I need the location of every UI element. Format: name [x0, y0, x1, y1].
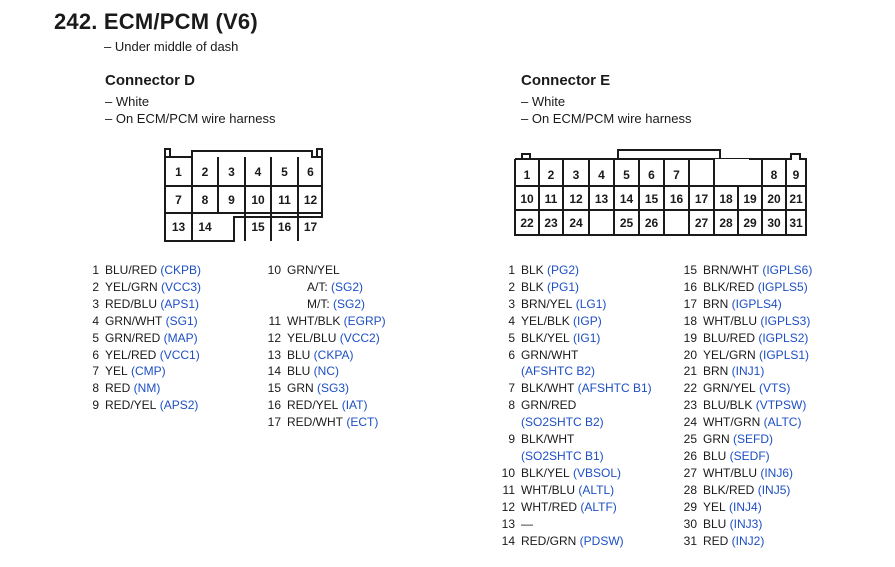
wire-color: WHT/RED	[521, 499, 577, 514]
signal-name: (VCC3)	[157, 279, 202, 294]
signal-name: (SG1)	[162, 313, 198, 328]
connector-e-pin-12: 12	[569, 192, 583, 206]
connector-e-pin-13: 13	[594, 192, 609, 206]
wire-color: YEL	[703, 499, 726, 514]
pin-row	[680, 313, 812, 330]
wire-color: BLU	[703, 448, 727, 463]
signal-name: (PG1)	[543, 279, 580, 294]
signal-name: (VCC1)	[156, 347, 200, 362]
signal-name: (AFSHTC B1)	[574, 381, 652, 396]
connector-e-pin-28: 28	[719, 216, 733, 230]
connector-e-pin-26: 26	[644, 216, 659, 230]
wire-color: GRN/WHT	[521, 347, 579, 362]
pin-number: 20	[683, 347, 697, 362]
wire-color: GRN/YEL	[287, 263, 340, 277]
wire-color: RED	[703, 533, 729, 548]
pin-row	[264, 330, 386, 347]
pin-row	[264, 279, 386, 296]
pin-number: 23	[683, 398, 697, 413]
signal-name: (ALTC)	[760, 415, 802, 430]
pin-number: 1	[508, 263, 515, 277]
pin-row	[498, 499, 652, 516]
signal-name: (INJ3)	[726, 516, 763, 531]
pin-row	[680, 296, 812, 313]
wire-color: YEL/BLU	[287, 330, 337, 345]
pin-row	[82, 296, 201, 313]
signal-name: (IGPLS6)	[759, 263, 813, 277]
wire-color: BLK	[521, 263, 544, 277]
pin-row	[82, 262, 201, 279]
pin-number: 22	[683, 381, 697, 396]
wire-color: BRN/YEL	[521, 296, 573, 311]
connector-e-pin-27: 27	[694, 216, 709, 230]
wire-color: RED/GRN	[521, 533, 577, 548]
connector-e-pin-1: 1	[523, 168, 531, 182]
connector-d-pin-7: 7	[175, 193, 182, 207]
pin-row	[498, 313, 652, 330]
signal-name: (SO2SHTC B1)	[521, 448, 604, 463]
signal-name: (VCC2)	[336, 330, 380, 345]
wire-color: A/T:	[307, 279, 328, 294]
pin-number: 5	[508, 330, 515, 345]
connector-e-pin-9: 9	[792, 168, 800, 182]
pin-row	[264, 347, 386, 364]
signal-name: (LG1)	[572, 296, 607, 311]
connector-e-diagram	[505, 140, 825, 250]
wire-color: YEL/BLK	[521, 313, 570, 328]
wire-color: BLK/YEL	[521, 465, 570, 480]
connector-d-pin-1: 1	[175, 165, 182, 179]
wire-color: BLU	[703, 516, 727, 531]
connector-e-pin-3: 3	[572, 168, 580, 182]
pin-row	[680, 499, 812, 516]
connector-e-color-note: – White	[521, 94, 566, 109]
pin-number: 25	[683, 432, 697, 447]
connector-e-pin-10: 10	[520, 192, 534, 206]
signal-name: (IGPLS4)	[728, 296, 782, 311]
connector-e-pin-6: 6	[648, 168, 655, 182]
pin-number: 16	[683, 279, 697, 294]
pin-row	[264, 380, 386, 397]
connector-e-pin-31: 31	[789, 216, 803, 230]
wire-color: GRN/RED	[105, 330, 161, 345]
pin-row	[264, 262, 386, 279]
signal-name: (ECT)	[343, 415, 379, 430]
connector-e-pin-5: 5	[623, 168, 630, 182]
pin-row	[82, 347, 201, 364]
wire-color: BLK/RED	[703, 279, 755, 294]
signal-name: (IG1)	[569, 330, 601, 345]
pin-row	[680, 397, 812, 414]
pin-number: 7	[92, 364, 99, 379]
component-location: – Under middle of dash	[104, 39, 239, 54]
pin-row	[498, 347, 652, 364]
pin-row	[680, 380, 812, 397]
signal-name: (INJ5)	[754, 482, 791, 497]
connector-e-pin-8: 8	[770, 168, 778, 182]
connector-e-pin-4: 4	[598, 168, 605, 182]
signal-name: (ALTF)	[577, 499, 617, 514]
pin-row	[498, 482, 652, 499]
pin-row	[498, 533, 652, 550]
connector-e-pin-30: 30	[767, 216, 781, 230]
connector-e-title: Connector E	[521, 72, 611, 89]
connector-d-pin-10: 10	[251, 193, 265, 207]
signal-name: (CKPB)	[157, 263, 202, 277]
pin-number: 15	[267, 381, 281, 396]
signal-name: (SEFD)	[729, 432, 774, 447]
signal-name: (VTS)	[755, 381, 791, 396]
pin-number: 10	[501, 465, 515, 480]
wire-color: BLU	[287, 347, 311, 362]
connector-d-pin-8: 8	[201, 193, 209, 207]
signal-name: (NM)	[130, 381, 161, 396]
pin-number: 18	[683, 313, 697, 328]
connector-d-pin-2: 2	[201, 165, 209, 179]
connector-e-pin-22: 22	[520, 216, 534, 230]
pin-row	[82, 279, 201, 296]
pin-number: 6	[508, 347, 515, 362]
pin-number: 6	[92, 347, 99, 362]
pin-row	[498, 330, 652, 347]
signal-name: (APS1)	[157, 296, 200, 311]
pin-number: 4	[508, 313, 515, 328]
wire-color: BLK/WHT	[521, 432, 575, 447]
pin-number: 4	[92, 313, 99, 328]
pin-number: 27	[683, 465, 697, 480]
pin-number: 21	[683, 364, 697, 379]
pin-number: 7	[508, 381, 515, 396]
connector-e-pin-11: 11	[544, 192, 558, 206]
pin-number: 19	[683, 330, 697, 345]
pin-number: 3	[92, 296, 99, 311]
signal-name: (SO2SHTC B2)	[521, 415, 604, 430]
pin-row	[498, 380, 652, 397]
pin-row	[498, 431, 652, 448]
connector-e-pin-23: 23	[544, 216, 558, 230]
wire-color: BRN	[703, 296, 729, 311]
signal-name: (INJ2)	[728, 533, 765, 548]
wire-color: BLK/YEL	[521, 330, 570, 345]
connector-e-pin-14: 14	[619, 192, 634, 206]
connector-d-location-note: – On ECM/PCM wire harness	[105, 111, 276, 126]
wire-color: BLU/RED	[105, 263, 158, 277]
wire-color: BLK/RED	[703, 482, 755, 497]
pin-number: 5	[92, 330, 99, 345]
connector-d-pin-13: 13	[171, 220, 186, 234]
pin-row	[82, 330, 201, 347]
signal-name: (IGP)	[569, 313, 602, 328]
signal-name: (SG2)	[327, 279, 364, 294]
connector-d-pin-14: 14	[198, 220, 212, 234]
pin-row	[680, 262, 812, 279]
pin-row	[498, 516, 652, 533]
pin-number: 17	[267, 415, 281, 430]
wire-color: GRN	[287, 381, 314, 396]
wire-color: WHT/BLU	[703, 465, 757, 480]
wire-color: YEL	[105, 364, 128, 379]
connector-e-pin-2: 2	[547, 168, 555, 182]
pin-number: 28	[683, 482, 697, 497]
signal-name: (SG3)	[313, 381, 350, 396]
pin-number: 11	[268, 313, 281, 328]
pin-number: 13	[267, 347, 281, 362]
pin-row	[82, 313, 201, 330]
pin-row	[680, 516, 812, 533]
pin-number: 16	[267, 398, 281, 413]
signal-name: (EGRP)	[340, 313, 386, 328]
wire-color: YEL/GRN	[703, 347, 756, 362]
connector-e-pin-21: 21	[789, 192, 803, 206]
signal-name: (IGPLS3)	[757, 313, 811, 328]
signal-name: (SEDF)	[726, 448, 770, 463]
connector-e-pin-25: 25	[619, 216, 634, 230]
pin-row	[264, 414, 386, 431]
pin-number: 8	[92, 381, 99, 396]
signal-name: (INJ4)	[725, 499, 762, 514]
pin-number	[264, 279, 287, 296]
signal-name: (VTPSW)	[752, 398, 807, 413]
wire-color: RED	[105, 381, 131, 396]
connector-d-pin-3: 3	[228, 165, 235, 179]
connector-d-pin-9: 9	[228, 193, 235, 207]
wire-color: —	[521, 516, 533, 531]
pin-number: 14	[267, 364, 281, 379]
wire-color: GRN	[703, 432, 730, 447]
pin-row	[680, 533, 812, 550]
pin-row	[498, 397, 652, 414]
connector-d-pin-4: 4	[254, 165, 262, 179]
wire-color: M/T:	[307, 296, 330, 311]
connector-d-pin-5: 5	[281, 165, 288, 179]
signal-name: (IGPLS5)	[754, 279, 808, 294]
pin-number: 1	[92, 263, 99, 277]
pin-number	[264, 296, 287, 313]
pin-row	[264, 313, 386, 330]
signal-name: (CKPA)	[310, 347, 354, 362]
connector-e-pin-7: 7	[673, 168, 680, 182]
pin-row	[680, 363, 812, 380]
connector-d-title: Connector D	[105, 72, 195, 89]
wire-color: YEL/RED	[105, 347, 157, 362]
pin-row	[82, 363, 201, 380]
pin-number: 10	[267, 263, 281, 277]
pin-row	[680, 279, 812, 296]
signal-name: (VBSOL)	[569, 465, 622, 480]
pin-row	[680, 465, 812, 482]
pin-row	[680, 414, 812, 431]
signal-name: (APS2)	[156, 398, 199, 413]
connector-d-pin-list-right	[264, 262, 386, 431]
signal-name: (MAP)	[160, 330, 198, 345]
wire-color: GRN/RED	[521, 398, 577, 413]
connector-e-pin-list-left	[498, 262, 652, 549]
wire-color: YEL/GRN	[105, 279, 158, 294]
pin-row	[680, 431, 812, 448]
connector-e-pin-20: 20	[767, 192, 781, 206]
pin-row	[264, 363, 386, 380]
wire-color: BLU/RED	[703, 330, 756, 345]
pin-number: 8	[508, 398, 515, 413]
connector-e-pin-24: 24	[569, 216, 583, 230]
pin-number: 2	[92, 279, 99, 294]
pin-row	[498, 296, 652, 313]
wire-color: WHT/BLK	[287, 313, 341, 328]
page-title: 242. ECM/PCM (V6)	[54, 9, 258, 34]
connector-d-diagram	[150, 140, 340, 250]
pin-row	[680, 330, 812, 347]
pin-row	[264, 296, 386, 313]
signal-name: (IGPLS2)	[755, 330, 809, 345]
connector-e-pin-18: 18	[719, 192, 733, 206]
wire-color: RED/WHT	[287, 415, 343, 430]
pin-number: 9	[92, 398, 99, 413]
signal-name: (CMP)	[127, 364, 166, 379]
pin-number: 2	[508, 279, 515, 294]
pin-number: 3	[508, 296, 515, 311]
signal-name: (PG2)	[543, 263, 580, 277]
pin-row	[498, 279, 652, 296]
pin-number: 17	[683, 296, 697, 311]
pin-number: 11	[502, 482, 515, 497]
wire-color: BLU/BLK	[703, 398, 753, 413]
pin-number: 13	[501, 516, 515, 531]
connector-e-location-note: – On ECM/PCM wire harness	[521, 111, 692, 126]
pin-row	[680, 482, 812, 499]
pin-number: 14	[501, 533, 515, 548]
signal-name: (IGPLS1)	[755, 347, 810, 362]
pin-row	[680, 347, 812, 364]
pin-number: 9	[508, 432, 515, 447]
wire-color: GRN/WHT	[105, 313, 163, 328]
pin-number: 12	[267, 330, 281, 345]
connector-d-pin-11: 11	[278, 193, 291, 207]
pin-row	[264, 397, 386, 414]
connector-d-pin-12: 12	[303, 193, 318, 207]
connector-d-pin-15: 15	[251, 220, 265, 234]
wire-color: BRN/WHT	[703, 263, 759, 277]
connector-d-pin-list-left	[82, 262, 201, 414]
signal-name: (SG2)	[329, 296, 366, 311]
wire-color: GRN/YEL	[703, 381, 756, 396]
pin-number: 15	[683, 263, 697, 277]
pin-row	[680, 448, 812, 465]
connector-e-pin-15: 15	[644, 192, 659, 206]
pin-number: 24	[683, 415, 697, 430]
signal-name: (IAT)	[338, 398, 368, 413]
connector-d-color-note: – White	[105, 94, 150, 109]
pin-row	[498, 262, 652, 279]
connector-e-pin-17: 17	[694, 192, 709, 206]
connector-d-pin-17: 17	[303, 220, 318, 234]
connector-e-pin-29: 29	[743, 216, 757, 230]
wire-color: WHT/BLU	[521, 482, 575, 497]
signal-name: (INJ1)	[728, 364, 765, 379]
pin-row	[498, 465, 652, 482]
wire-color: RED/YEL	[287, 398, 339, 413]
signal-name: (PDSW)	[576, 533, 624, 548]
signal-name: (NC)	[310, 364, 340, 379]
signal-name: (AFSHTC B2)	[521, 364, 596, 379]
wire-color: BRN	[703, 364, 729, 379]
wire-color: BLK	[521, 279, 544, 294]
pin-number: 31	[683, 533, 697, 548]
wire-color: BLU	[287, 364, 311, 379]
connector-e-pin-list-right	[680, 262, 812, 549]
pin-number: 30	[683, 516, 697, 531]
pin-number: 26	[683, 448, 697, 463]
connector-e-pin-16: 16	[669, 192, 684, 206]
signal-name: (INJ6)	[757, 465, 793, 480]
connector-d-pin-6: 6	[307, 165, 314, 179]
pin-number: 12	[501, 499, 515, 514]
pin-row	[82, 397, 201, 414]
wire-color: BLK/WHT	[521, 381, 575, 396]
signal-name: (ALTL)	[575, 482, 615, 497]
wire-color: RED/YEL	[105, 398, 157, 413]
connector-d-pin-16: 16	[277, 220, 292, 234]
pin-number: 29	[683, 499, 697, 514]
wire-color: WHT/BLU	[703, 313, 757, 328]
wire-color: WHT/GRN	[703, 415, 761, 430]
connector-e-pin-19: 19	[743, 192, 757, 206]
wire-color: RED/BLU	[105, 296, 158, 311]
pin-row	[82, 380, 201, 397]
